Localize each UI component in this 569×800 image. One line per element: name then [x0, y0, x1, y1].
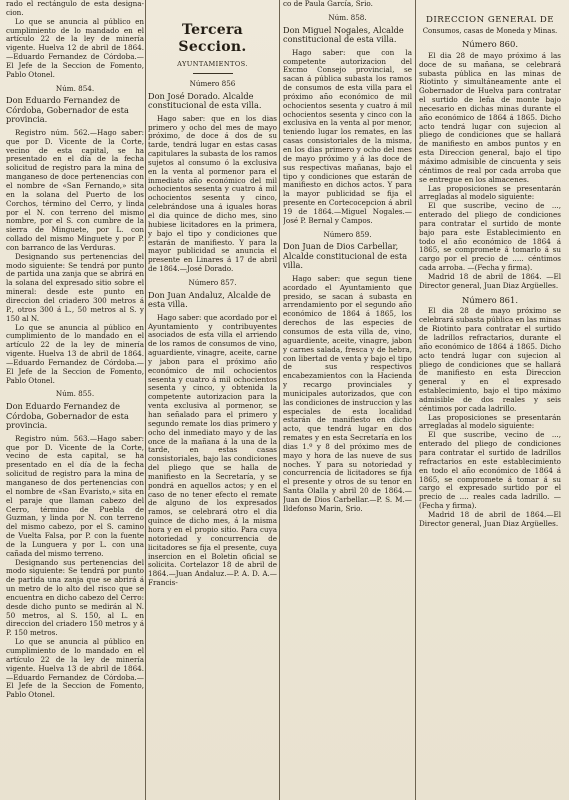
paragraph: co de Paula García, Srio. — [283, 0, 373, 8]
paragraph: El que suscribe, vecino de ..., enterado del pliego de condiciones para contratar el surtido de monte bajo para este Establecimiento en todo el año económico de 1864 á 1865, se compromete á tomarlo á su cargo por el precio de ..... céntimos cada arroba. —(Fecha y firma). — [419, 201, 561, 273]
paragraph: El dia 28 de mayo próximo á las doce de su mañana, se celebrará subasta pública en las minas de Riotinto y simultáneamente ante el Gobernador de Huelva para contratar el surtido de leña de monte bajo necesario en dichas minas durante el año económico de 1864 á 1865. Dicho acto tendrá lugar con sujecion al pliego de condiciones que se hallará de manifiesto en ambos puntos y en esta Direccion general, bajo el tipo máximo admisible de cincuenta y seis céntimos de real por cada arroba que se entregue en los almacenes. — [419, 50, 561, 184]
column-divider — [145, 0, 146, 800]
notice-heading: Don Eduardo Fernandez de Córdoba, Gobernador de esta provincia. — [6, 401, 129, 431]
section-subtitle: AYUNTAMIENTOS. — [177, 60, 248, 68]
paragraph: rado el rectángulo de esta designa-cion. — [6, 0, 144, 17]
paragraph: Registro núm. 562.—Hago saber: que por D. Vicente de la Corte, vecino de esta capital, se ha presentado en el día de la fecha solicitud de registro para la mina de manganeso de doce pertenencias con el nombre de «San Fernando,» sita en la solana del Puerto de los Corchos, término del Cerro, y linda por el N. con terreno del mismo nombre, por el S. con cumbre de la sierra de Minguete, por L. con collado del mismo Minguete y por P. con barranco de las Verduras. — [6, 127, 144, 252]
paragraph: Madrid 18 de abril de 1864. —El Director general, Juan Diaz Argüelles. — [419, 271, 561, 290]
paragraph: Hago saber: que segun tiene acordado el Ayuntamiento que presido, se sacan á subasta en arrendamiento por el segundo año económico de 1864 á 1865, los derechos de las especies de consumos de esta villa de, vino, aguardiente, aceite, vinagre, jabon y carnes salada, fresca y de hebra, con libertad de venta y bajo el tipo de sus respectivos encabezamientos con la Hacienda y recargo provinciales y municipales autorizados, que con las condiciones de instruccion y las especiales de esta localidad estarán de manifiesto en dicho acto, que tendrá lugar en dos remates y en esta Secretaría en los dias 1.º y 8 del próximo mes de mayo y hora de las nueve de sus noches. Y para su notoriedad y concurrencia de licitadores se fija el presente y otros de su tenor en Santa Olalla y abril 20 de 1864.—Juan de Dios Carbellar.—P. S. M.—Ildefonso Marin, Srio. — [283, 273, 412, 513]
paragraph: Designando sus pertenencias del modo siguiente: Se tendrá por punto de partida una zanja que se abrirá á un metro de lo alto del risco que se encuentra en dicho cabezo del Cerro: desde dicho punto se medirán al N. 50 metros, al S. 150, al L. en direccion del criadero 150 metros y á P. 150 metros. — [6, 557, 144, 638]
notice-heading: Don Juan Andaluz, Alcalde de esta villa. — [148, 289, 271, 310]
notice-number: Número 859. — [323, 229, 372, 239]
paragraph: Las proposiciones se presentarán arregladas al modelo siguiente: — [419, 412, 561, 431]
paragraph: Las proposiciones se presentarán arregladas al modelo siguiente: — [419, 183, 561, 202]
section-subtitle: Consumos, casas de Moneda y Minas. — [422, 26, 558, 35]
divider — [193, 73, 233, 74]
paragraph: Registro núm. 563.—Hago saber: que por D. Vicente de la Corte, vecino de esta capital, se ha presentado en el día de la fecha solicitud de registro para la mina de manganeso de dos pertenencias con el nombre de «San Evaristo,» sita en el paraje que llaman cabezo del Cerro, término de Puebla de Guzman, y linda por N. con terreno del mismo cabezo, por el S. camino de Vuelta Falsa, por P. con la fuente de la Lunguera y por L. con una cañada del mismo terreno. — [6, 433, 144, 558]
paragraph: Lo que se anuncia al público en cumplimiento de lo mandado en el artículo 22 de la ley de minería vigente. Huelva 13 de abril de 1864.—Eduardo Fernandez de Córdoba.—El Jefe de la Seccion de Fomento, Pablo Otonel. — [6, 637, 144, 700]
paragraph: Hago saber: que acordado por el Ayuntamiento y contribuyentes asociados de esta villa el arriendo de los ramos de consumos de vino, aguardiente, vinagre, aceite, carne y jabon para el próximo año económico de mil ochocientos sesenta y cuatro á mil ochocientos sesenta y cinco, y obtenida la competente autorizacion para la venta exclusiva al pormenor, se han señalado para el primero y segundo remate los dias primero y ocho del inmediato mayo y de las once de la mañana á la una de la tarde, en estas casas consistoriales, bajo las condiciones del pliego que se halla de manifiesto en la Secretaría, y se pondrá en aquellos actos; y en el caso de no tener efecto el remate de alguno de los expresados ramos, se celebrará otro el dia quince de dicho mes, á la misma hora y en el propio sitio. Para cuya notoriedad y concurrencia de licitadores se fija el presente, cuya insercion en el Boletin oficial se solicita. Cortelazor 18 de abril de 1864.—Juan Andaluz.—P. A. D. A.—Francis- — [148, 312, 277, 588]
column-2 — [148, 0, 277, 800]
notice-heading: Don Juan de Dios Carbellar, Alcalde constitucional de esta villa. — [283, 241, 408, 271]
notice-number: Núm. 855. — [55, 389, 95, 399]
notice-heading: Don José Dorado. Alcalde constitucional de esta villa. — [148, 90, 262, 111]
section-title: Tercera Seccion. — [178, 22, 247, 55]
notice-number: Número 856 — [189, 78, 236, 88]
paragraph: El dia 28 de mayo próximo se celebrará subasta pública en las minas de Riotinto para contratar el surtido de ladrillos refractarios, durante el año económico de 1864 á 1865. Dicho acto tendrá lugar con sujecion al pliego de condiciones que se hallará de manifiesto en esta Direccion general y en el expresado establecimiento, bajo el tipo máximo admisible de dos reales y seis céntimos por cada ladrillo. — [419, 306, 561, 413]
notice-number: Número 861. — [462, 294, 518, 305]
section-title: DIRECCION GENERAL DE — [425, 15, 555, 25]
notice-number: Núm. 854. — [55, 83, 95, 93]
paragraph: Designando sus pertenencias del modo siguiente: Se tendrá por punto de partida una zanja que se abrirá en la solana del expresado sitio sobre el mineral: desde este punto en direccion del criadero 300 metros á P., otros 300 á L., 50 metros al S. y 150 al N. — [6, 251, 144, 323]
paragraph: Lo que se anuncia al público en cumplimiento de lo mandado en el artículo 22 de la ley de minería vigente. Huelva 13 de abril de 1864.—Eduardo Fernandez de Córdoba.—El Jefe de la Seccion de Fomento, Pablo Otonel. — [6, 322, 144, 385]
column-3 — [283, 0, 412, 800]
paragraph: Madrid 18 de abril de 1864.—El Director general, Juan Diaz Argüelles. — [419, 509, 561, 528]
notice-heading: Don Eduardo Fernandez de Córdoba, Gobernador de esta provincia. — [6, 95, 129, 125]
notice-number: Número 857. — [188, 277, 237, 287]
notice-heading: Don Miguel Nogales, Alcalde constitucional de esta villa. — [283, 24, 404, 45]
notice-number: Número 860. — [462, 39, 518, 49]
paragraph: Hago saber: que con la competente autorizacion del Excmo Consejo provincial, se sacan á pública subasta los ramos de consumos de esta villa para el próximo año económico de mil ochocientos sesenta y cuatro á mil ochocientos sesenta y cinco con la exclusiva en la venta al por menor, teniendo lugar los remates, en las casas consistoriales de la misma, en los dias primero y ocho del mes de mayo próximo y á las doce de sus respectivas mañanas, bajo el tipo y condiciones que estarán de manifiesto en dichos actos. Y para la mayor publicidad se fija el presente en Cortecocepcion á abril 19 de 1864.—Miguel Nogales.—José P. Bernal y Campos. — [283, 47, 412, 225]
paragraph: El que suscribe, vecino de ..., enterado del pliego de condiciones para contratar el surtido de ladrillos refractarios en este establecimiento en todo el año económico de 1864 á 1865, se compromete á tomar á su cargo el expresado surtido por el precio de .... reales cada ladrillo. —(Fecha y firma). — [419, 430, 561, 511]
paragraph: Lo que se anuncia al público en cumplimiento de lo mandado en el artículo 22 de la ley de minería vigente. Huelva 12 de abril de 1864.—Eduardo Fernandez de Córdoba.—El Jefe de la Seccion de Fomento, Pablo Otonel. — [6, 16, 144, 79]
notice-number: Núm. 858. — [328, 12, 367, 22]
column-divider — [415, 0, 416, 800]
column-4 — [419, 0, 561, 800]
paragraph: Hago saber: que en los dias primero y ocho del mes de mayo próximo, de doce á dos de su tarde, tendrá lugar en estas casas capitulares la subasta de los ramos sujetos al consumo ó la exclusiva en la venta al pormenor para el inmediato año económico del mil ochocientos sesenta y cuatro á mil ochocientos sesenta y cinco, celebrándose una á iguales horas el dia quince de dicho mes, sino hubiese licitadores en la primera, y bajo el tipo y condiciones que estarán de manifiesto. Y para la mayor publicidad se anuncia el presente en Linares á 17 de abril de 1864.—José Dorado. — [148, 113, 277, 274]
column-divider — [279, 0, 280, 800]
column-1 — [6, 0, 144, 800]
